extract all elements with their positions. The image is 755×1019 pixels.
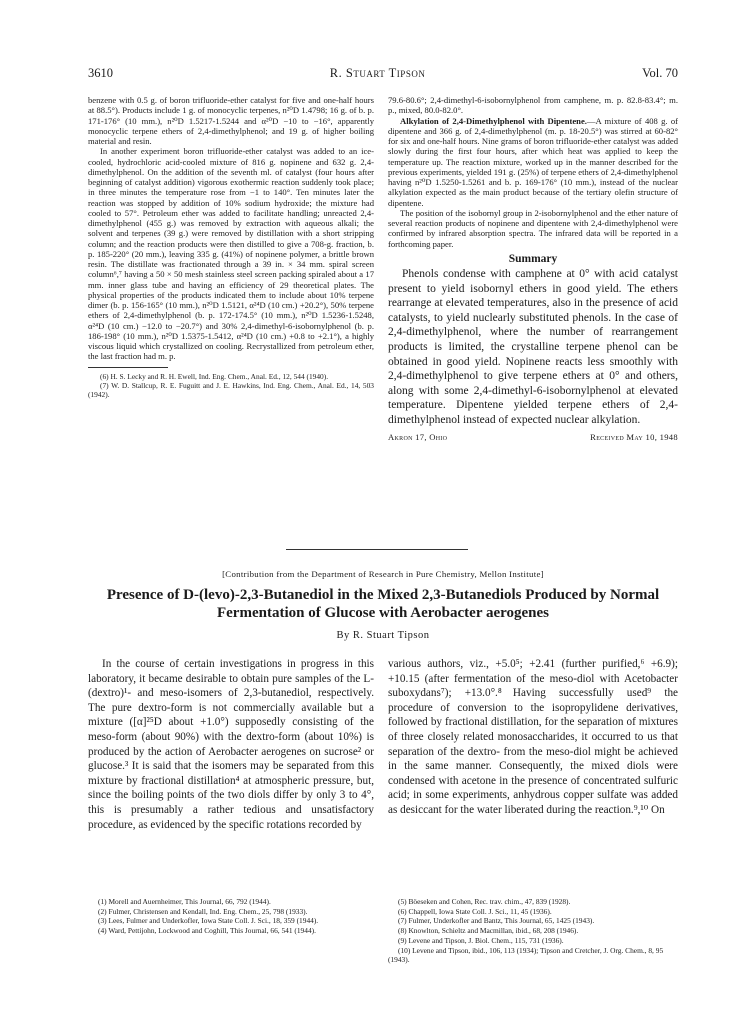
paragraph: 79.6-80.6°; 2,4-dimethyl-6-isobornylphenol from camphene, m. p. 82.8-83.4°; m. p., mixed, 80.0-82.0°. bbox=[388, 95, 678, 116]
footnote: (7) W. D. Stallcup, R. E. Fuguitt and J. E. Hawkins, Ind. Eng. Chem., Anal. Ed., 14, 503 (1942). bbox=[88, 380, 374, 399]
article-title: Presence of D-(levo)-2,3-Butanediol in the Mixed 2,3-Butanediols Produced by Normal Fermentation of Glucose with Aerobacter aerogenes bbox=[106, 587, 660, 621]
paragraph bbox=[388, 116, 678, 208]
summary-text: Phenols condense with camphene at 0° with acid catalyst present to yield isobornyl ethers in good yield. The ethers rearrange at elevated temperatures, also in the presence of acid catalysts, to yield nuclearly substituted phenols. In the case of 2,4-dimethylphenol, where the number of rearrangement products is limited, the crystalline terpene phenol can be obtained in good yield. Nopinene reacts less smoothly with 2,4-dimethylphenol to give terpene ethers at 0° and others, along with some 2,4-dimethyl-6-isobornylphenol at elevated temperature. Dipentene yielded terpene ethers of 2,4-dimethylphenol instead of expected nuclear alkylation. bbox=[388, 268, 678, 426]
paragraph: benzene with 0.5 g. of boron trifluoride-ether catalyst for five and one-half hours at 88.5°). Products include 1 g. of monocyclic terpenes, n²⁰D 1.4798; 16 g. of b. p. 171-176° (10 mm.), n²⁰D 1.5217-1.5244 and α²⁰D −10 to −16°, apparently monocyclic terpene ethers of 2,4-dimethylphenol; and 19 g. of higher boiling material and resin. bbox=[88, 95, 374, 146]
footnotes-left bbox=[88, 897, 374, 936]
volume-number: Vol. 70 bbox=[642, 66, 678, 80]
running-head-author: R. Stuart Tipson bbox=[329, 66, 426, 80]
footnote: (3) Lees, Fulmer and Underkofler, Iowa State Coll. J. Sci., 18, 359 (1944). bbox=[98, 916, 319, 926]
footnote: (4) Ward, Pettijohn, Lockwood and Coghill, This Journal, 66, 541 (1944). bbox=[98, 926, 316, 936]
paragraph-text: —A mixture of 408 g. of dipentene and 366 g. of 2,4-dimethylphenol (m. p. 18-20.5°) was stirred at 60-82° for six and one-half hours. Nine grams of boron trifluoride-ether catalyst was added slowly during the first four hours, after which heat was applied to keep the temperature up. The reaction mixture, worked up in the manner described for the previous experiments, yielded 191 g. (25%) of terpene ethers of 2,4-dimethylphenol having n²⁰D 1.5250-1.5261 and b. p. 169-176° (10 mm.), instead of the nuclear alkylation expected as the main product because of the tertiary olefin structure of dipentene. bbox=[388, 115, 678, 208]
right-column-previous-article bbox=[388, 95, 678, 442]
paragraph: The position of the isobornyl group in 2-isobornylphenol and the ether nature of several reaction products of nopinene and dipentene with 2,4-dimethylphenol were confirmed by infrared absorption spectra. The infrared data will be reported in a forthcoming paper. bbox=[388, 207, 678, 249]
paragraph: In another experiment boron trifluoride-ether catalyst was added to an ice-cooled, hydrochloric acid-cooled mixture of 816 g. nopinene and 632 g. 2,4-dimethylphenol. On the addition of the seventh ml. of catalyst (four hours after beginning of catalyst addition) vigorous exothermic reaction suddenly took place; in three minutes the temperature rose from −1 to 140°. Ten minutes later the reaction was stopped by addition of 10% sodium hydroxide; the mixture had cooled to 57°. Petroleum ether was added to facilitate handling; unreacted 2,4-dimethylphenol (455 g.) was removed by extraction with aqueous alkali; the solvent and terpenes (39 g.) were removed by distillation with a short stripping column; and the reaction products were then distilled to give a 708-g. fraction, b. p. 185-220° (20 mm.), leaving 335 g. (41%) of nopinene polymer, a brittle brown resin. The distillate was fractionated through a 39 in. × 34 mm. spiral screen column⁶,⁷ having a 50 × 50 mesh stainless steel screen packing spiraled about a 17 mm. inner glass tube and having an efficiency of 29 theoretical plates. The physical properties of the products indicated them to include about 10% terpene dimer (b. p. 156-165° (10 mm.), n²⁰D 1.5121, α²⁴D (10 cm.) +20.2°), 50% terpene ethers of 2,4-dimethylphenol (b. p. 172-174.5° (10 mm.), n²⁰D 1.5236-1.5248, α²⁴D (10 cm.) −12.0 to −20.7°) and 30% 2,4-dimethyl-6-isobornylphenol (b. p. 186-198° (10 mm.), n²⁰D 1.5375-1.5412, α²⁴D (10 cm.) +0.8 to +2.1°), a highly viscous liquid which crystallized on cooling. Recrystallized from petroleum ether, the last fraction had m. p. bbox=[88, 146, 374, 362]
running-head bbox=[88, 66, 678, 84]
footnote: (2) Fulmer, Christensen and Kendall, Ind. Eng. Chem., 25, 798 (1933). bbox=[98, 906, 308, 916]
article-separator bbox=[286, 549, 468, 550]
place: Akron 17, Ohio bbox=[388, 431, 448, 442]
footnote-rule bbox=[88, 367, 168, 368]
footnote: (10) Levene and Tipson, ibid., 106, 113 (1934); Tipson and Cretcher, J. Org. Chem., 8, 95 (1943). bbox=[388, 945, 664, 964]
contribution-line: [Contribution from the Department of Research in Pure Chemistry, Mellon Institute] bbox=[222, 569, 544, 579]
body-right: various authors, viz., +5.0⁵; +2.41 (further purified,⁶ +6.9); +10.15 (after fermentation of the meso-diol with Acetobacter suboxydans⁷); +13.0°.⁸ Having successfully used⁹ the procedure of conversion to the isopropylidene derivatives, followed by fractional distillation, for the separation of mixtures of three closely related monosaccharides, it occurred to us that separation of the dextro- from the meso-diol might be achieved in the same manner. Consequently, the mixed diols were condensed with acetone in the presence of concentrated sulfuric acid; in some experiments, anhydrous copper sulfate was added as desiccant for the water liberated during the reaction.⁹,¹⁰ On bbox=[388, 658, 678, 816]
footnote: (6) Chappell, Iowa State Coll. J. Sci., 11, 45 (1936). bbox=[398, 906, 552, 916]
section-heading: Alkylation of 2,4-Dimethylphenol with Dipentene. bbox=[400, 115, 587, 126]
footnote: (6) H. S. Lecky and R. H. Ewell, Ind. Eng. Chem., Anal. Ed., 12, 544 (1940). bbox=[100, 371, 329, 381]
footnote: (8) Knowlton, Schieltz and Macmillan, ibid., 68, 208 (1946). bbox=[398, 926, 579, 936]
footnotes-right bbox=[388, 897, 678, 964]
summary-heading: Summary bbox=[508, 252, 558, 265]
received-date: Received May 10, 1948 bbox=[590, 431, 678, 442]
body-left: In the course of certain investigations in progress in this laboratory, it became desirable to obtain pure samples of the L-(dextro)¹- and meso-isomers of 2,3-butanediol, respectively. The pure dextro-form is not commercially available but a mixture ([α]²⁵D about +1.0°) supposedly consisting of the meso-form (about 90%) with the dextro-form (about 10%) is produced by the action of Aerobacter aerogenes on sucrose² or glucose.³ It is said that the isomers may be separated from this mixture by fractional distillation⁴ at atmospheric pressure, but, since the boiling points of the two diols differ by only 3 to 4°, this is presumably a rather tedious and unsatisfactory procedure, as evidenced by the specific rotations recorded by bbox=[88, 658, 374, 831]
left-column-previous-article bbox=[88, 95, 374, 399]
footnote: (7) Fulmer, Underkofler and Bantz, This Journal, 65, 1425 (1943). bbox=[398, 916, 595, 926]
dateline bbox=[388, 432, 678, 442]
footnote: (5) Böeseken and Cohen, Rec. trav. chim., 47, 839 (1928). bbox=[398, 897, 571, 906]
footnote: (1) Morell and Auernheimer, This Journal, 66, 792 (1944). bbox=[98, 897, 271, 906]
byline: By R. Stuart Tipson bbox=[336, 630, 430, 641]
footnote: (9) Levene and Tipson, J. Biol. Chem., 115, 731 (1936). bbox=[398, 935, 564, 945]
page-number: 3610 bbox=[88, 66, 113, 80]
